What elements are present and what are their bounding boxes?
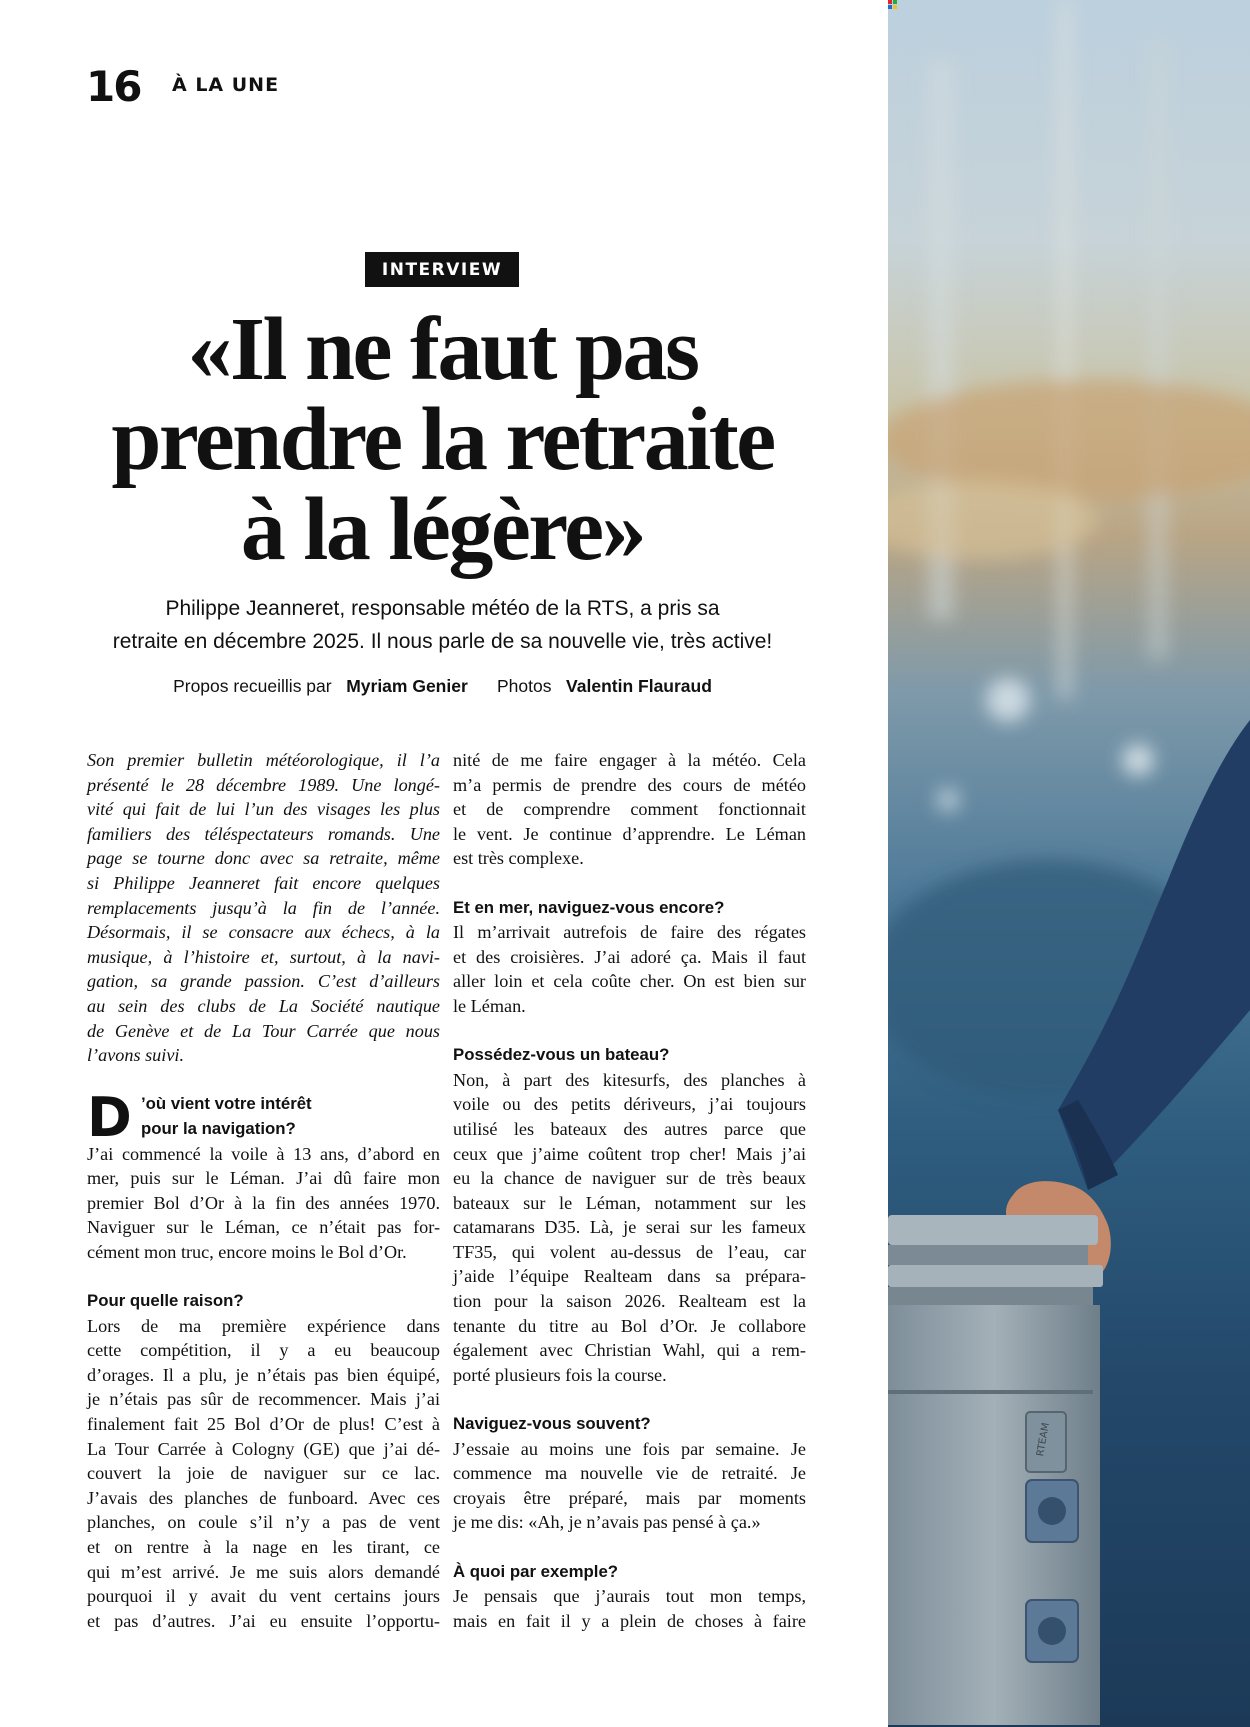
question: ’où vient votre intérêt	[141, 1094, 312, 1114]
question-block	[87, 1086, 440, 1150]
text-line: qui m’est arrivé. Je me suis alors demandé	[87, 1561, 440, 1582]
text-line: La Tour Carrée à Cologny (GE) que j’ai dé-	[87, 1438, 440, 1459]
text-line: Lors de ma première expérience dans	[87, 1315, 440, 1336]
question: Naviguez-vous souvent?	[453, 1414, 651, 1434]
text-line: TF35, qui volent au-dessus de l’eau, car	[453, 1241, 806, 1262]
text-line: d’orages. Il a plu, je n’étais pas bien équipé,	[87, 1364, 440, 1385]
question: À quoi par exemple?	[453, 1561, 619, 1581]
standfirst	[80, 592, 805, 658]
text-line: cette compétition, il y a eu beaucoup	[87, 1340, 440, 1361]
text-line: le vent. Je continue d’apprendre. Le Léman	[453, 823, 806, 844]
text-line: et des croisières. J’ai adoré ça. Mais il faut	[453, 946, 806, 967]
standfirst-line: retraite en décembre 2025. Il nous parle de sa nouvelle vie, très active!	[112, 630, 773, 653]
text-line: gation, sa grande passion. C’est d’ailleurs	[87, 971, 440, 992]
answer	[453, 1584, 806, 1633]
text-line: nité de me faire engager à la météo. Cela	[453, 750, 806, 770]
text-line: planches, on coule s’il n’y a pas de vent	[87, 1512, 440, 1533]
headline-line: à la légère»	[240, 480, 645, 579]
answer	[453, 1437, 806, 1535]
author-label: Propos recueillis par	[173, 676, 332, 696]
text-line: porté plusieurs fois la course.	[453, 1364, 667, 1385]
answer	[87, 1314, 440, 1634]
text-line: musique, à l’histoire et, surtout, à la navi-	[87, 946, 440, 967]
photographer-name: Valentin Flauraud	[566, 676, 712, 696]
text-line: J’avais des planches de funboard. Avec ces	[87, 1487, 440, 1508]
text-line: premier Bol d’Or à la fin des années 1970.	[87, 1192, 440, 1213]
text-line: je me dis: «Ah, je n’avais pas pensé à ça.»	[453, 1512, 761, 1533]
question: Et en mer, naviguez-vous encore?	[453, 897, 725, 917]
article-column-left	[87, 748, 440, 1633]
text-line: également avec Christian Wahl, qui a rem-	[453, 1340, 806, 1361]
question: Pour quelle raison?	[87, 1291, 244, 1311]
text-line: Désormais, il se consacre aux échecs, à la	[87, 922, 440, 943]
text-line: familiers des téléspectateurs romands. Une	[87, 823, 440, 844]
text-line: J’essaie au moins une fois par semaine. Je	[453, 1438, 806, 1459]
text-line: finalement fait 25 Bol d’Or de plus! C’est à	[87, 1414, 440, 1435]
text-line: pourquoi il y avait du vent certains jours	[87, 1586, 440, 1607]
photo-illustration	[888, 0, 1250, 1727]
answer	[453, 748, 806, 871]
text-line: Non, à part des kitesurfs, des planches à	[453, 1069, 806, 1090]
photos-label: Photos	[496, 676, 552, 696]
text-line: m’a permis de prendre des cours de météo	[453, 774, 806, 795]
text-line: le Léman.	[453, 995, 526, 1016]
text-line: Naviguer sur le Léman, ce n’était pas for-	[87, 1217, 440, 1238]
intro-paragraph	[87, 748, 440, 1068]
harbor-photo	[888, 0, 1250, 1727]
page-number: 16	[86, 62, 141, 111]
credits	[80, 676, 805, 697]
text-line: l’avons suivi.	[87, 1045, 184, 1066]
standfirst-line: Philippe Jeanneret, responsable météo de la RTS, a pris sa	[165, 597, 720, 620]
text-line: commence ma nouvelle vie de retraité. Je	[453, 1463, 806, 1484]
text-line: j’aide l’équipe Realteam dans sa prépara-	[453, 1266, 806, 1287]
text-line: page se tourne donc avec sa retraite, même	[87, 848, 440, 869]
text-line: cément mon truc, encore moins le Bol d’Or.	[87, 1241, 407, 1262]
text-line: remplacements jusqu’à la fin de l’année.	[87, 897, 440, 918]
text-line: et de comprendre comment fonctionnait	[453, 799, 806, 820]
color-registration-icon	[888, 0, 897, 9]
text-line: vité qui fait de lui l’un des visages les plus	[87, 799, 440, 820]
text-line: et pas d’autres. J’ai eu ensuite l’opportu-	[87, 1610, 440, 1631]
text-line: eu la chance de naviguer sur de très beaux	[453, 1168, 806, 1189]
text-line: couvert la joie de naviguer sur ce lac.	[87, 1463, 440, 1484]
text-line: si Philippe Jeanneret fait encore quelques	[87, 872, 440, 893]
text-line: je n’étais pas sûr de recommencer. Mais j’ai	[87, 1389, 440, 1410]
text-line: et on rentre à la nage en les tirant, ce	[87, 1537, 440, 1557]
text-line: au sein des clubs de La Société nautique	[87, 995, 440, 1016]
text-line: tion pour la saison 2026. Realteam est la	[453, 1291, 806, 1312]
text-line: présenté le 28 décembre 1989. Une longé-	[87, 774, 440, 795]
interview-tag: INTERVIEW	[365, 252, 519, 287]
text-line: mer, puis sur le Léman. J’ai dû faire mon	[87, 1168, 440, 1189]
text-line: croyais être préparé, mais par moments	[453, 1487, 806, 1508]
answer	[453, 1068, 806, 1388]
text-line: J’ai commencé la voile à 13 ans, d’abord en	[87, 1143, 440, 1164]
text-line: est très complexe.	[453, 848, 584, 869]
text-line: voile ou des petits dériveurs, j’ai toujours	[453, 1094, 806, 1115]
section-label: À LA UNE	[172, 74, 280, 96]
text-line: mais en fait il y a plein de choses à faire	[453, 1610, 806, 1631]
text-line: aller loin et cela coûte cher. On est bien sur	[453, 971, 806, 992]
answer	[453, 920, 806, 1018]
article-column-right	[453, 748, 806, 1633]
text-line: catamarans D35. Là, je serai sur les fameux	[453, 1217, 806, 1238]
question: pour la navigation?	[141, 1118, 296, 1138]
text-line: Il m’arrivait autrefois de faire des régates	[453, 922, 806, 943]
headline	[80, 300, 805, 579]
headline-line: prendre la retraite	[111, 390, 774, 489]
box-label: RTEAM	[1035, 1421, 1052, 1458]
text-line: Je pensais que j’aurais tout mon temps,	[453, 1586, 806, 1607]
text-line: de Genève et de La Tour Carrée que nous	[87, 1020, 440, 1041]
text-line: tenante du titre au Bol d’Or. Je collabore	[453, 1315, 806, 1336]
power-box	[888, 1215, 1103, 1725]
text-line: Son premier bulletin météorologique, il l’a	[87, 750, 440, 770]
text-line: utilisé les bateaux des autres parce que	[453, 1118, 806, 1139]
text-line: ceux que j’aime coûtent trop cher! Mais j’ai	[453, 1143, 806, 1164]
answer	[87, 1142, 440, 1265]
headline-line: «Il ne faut pas	[187, 300, 698, 399]
question: Possédez-vous un bateau?	[453, 1045, 670, 1065]
drop-cap: D	[87, 1086, 132, 1150]
text-line: bateaux sur le Léman, notamment sur les	[453, 1192, 806, 1213]
author-name: Myriam Genier	[346, 676, 468, 696]
